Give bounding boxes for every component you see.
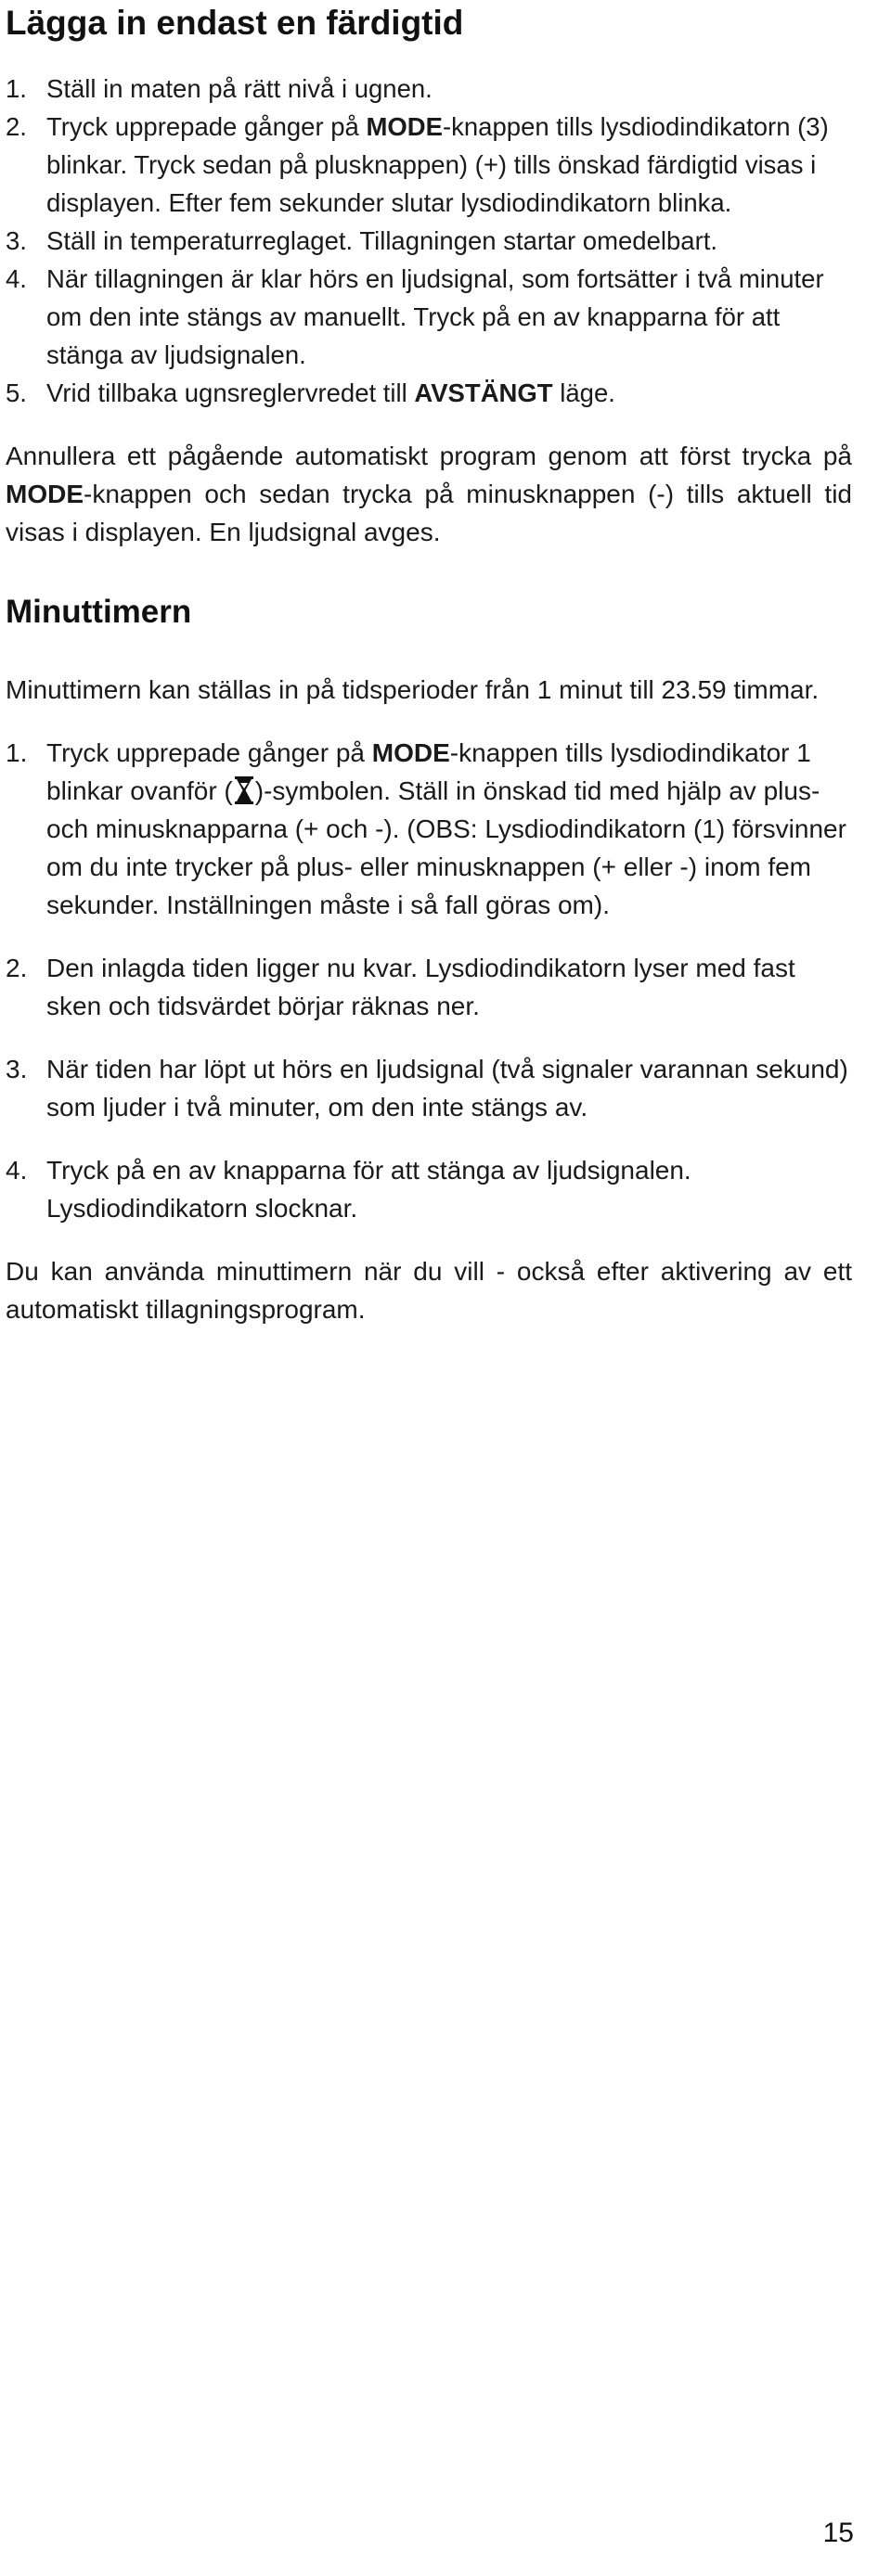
list-item	[6, 734, 852, 924]
cancel-paragraph	[6, 437, 852, 551]
step-text: När tillagningen är klar hörs en ljudsignal, som fortsätter i två minuter om den inte stängs av manuellt. Tryck på en av knapparna för att stänga av ljudsignalen.	[46, 264, 824, 369]
mode-keyword: MODE	[366, 112, 443, 141]
list-item	[6, 108, 852, 222]
closing-paragraph: Du kan använda minuttimern när du vill - också efter aktivering av ett automatiskt tillagningsprogram.	[6, 1257, 852, 1324]
step-number: 4.	[6, 264, 27, 293]
page-content	[6, 0, 852, 1328]
step-number: 2.	[6, 112, 27, 141]
step-text	[46, 734, 852, 924]
mode-keyword: MODE	[6, 480, 84, 508]
step-text-part: Tryck upprepade gånger på	[46, 112, 367, 141]
hourglass-icon	[234, 776, 254, 804]
step-text-part: Vrid tillbaka ugnsreglervredet till	[46, 378, 415, 407]
step-text: Ställ in maten på rätt nivå i ugnen.	[46, 74, 433, 103]
section-title-end-time: Lägga in endast en färdigtid	[6, 4, 464, 42]
step-text-part: -knappen tills lysdiodindikator 1 blinkar ovanför (	[46, 738, 811, 805]
step-number: 1.	[6, 738, 28, 767]
step-number: 3.	[6, 226, 27, 255]
step-text: Ställ in temperaturreglaget. Tillagningen startar omedelbart.	[46, 226, 718, 255]
step-text: Tryck på en av knapparna för att stänga av ljudsignalen. Lysdiodindikatorn slocknar.	[46, 1156, 691, 1223]
end-time-steps	[6, 70, 852, 412]
list-item	[6, 1050, 852, 1126]
step-number: 2.	[6, 954, 28, 982]
list-item	[6, 260, 852, 374]
step-number: 4.	[6, 1156, 28, 1185]
list-item	[6, 1151, 852, 1227]
step-number: 3.	[6, 1055, 28, 1083]
step-text: När tiden har löpt ut hörs en ljudsignal (två signaler varannan sekund) som ljuder i två minuter, om den inte stängs av.	[46, 1055, 848, 1121]
paragraph-part: -knappen och sedan trycka på minusknappen (-) tills aktuell tid visas i displayen. En ljudsignal avges.	[6, 480, 852, 546]
step-text-part: )-symbolen. Ställ in önskad tid med hjälp av plus- och minusknapparna (+ och -). (OBS: Lysdiodindikatorn (1) försvinner om du inte trycker på plus- eller minusknappen (+ eller -) inom fem sekunder. Inställningen måste i så fall göras om).	[46, 776, 846, 919]
mode-keyword: MODE	[371, 738, 450, 767]
list-item	[6, 70, 852, 108]
timer-intro: Minuttimern kan ställas in på tidsperioder från 1 minut till 23.59 timmar.	[6, 675, 820, 704]
off-keyword: AVSTÄNGT	[414, 378, 553, 407]
step-text: Den inlagda tiden ligger nu kvar. Lysdiodindikatorn lyser med fast sken och tidsvärdet börjar räknas ner.	[46, 954, 795, 1020]
timer-steps	[6, 734, 852, 1227]
list-item	[6, 949, 852, 1025]
step-number: 5.	[6, 378, 27, 407]
step-text-part: Tryck upprepade gånger på	[46, 738, 372, 767]
step-text-part: -knappen tills lysdiodindikatorn (3) blinkar. Tryck sedan på plusknappen) (+) tills önskad färdigtid visas i displayen. Efter fem sekunder slutar lysdiodindikatorn blinka.	[46, 112, 829, 217]
step-text	[46, 374, 852, 412]
paragraph-part: Annullera ett pågående automatiskt program genom att först trycka på	[6, 442, 852, 470]
list-item	[6, 374, 852, 412]
list-item	[6, 222, 852, 260]
page-number: 15	[822, 2518, 854, 2548]
step-text	[46, 108, 852, 222]
step-text-part: läge.	[552, 378, 615, 407]
section-title-minute-timer: Minuttimern	[6, 594, 192, 630]
step-number: 1.	[6, 74, 27, 103]
